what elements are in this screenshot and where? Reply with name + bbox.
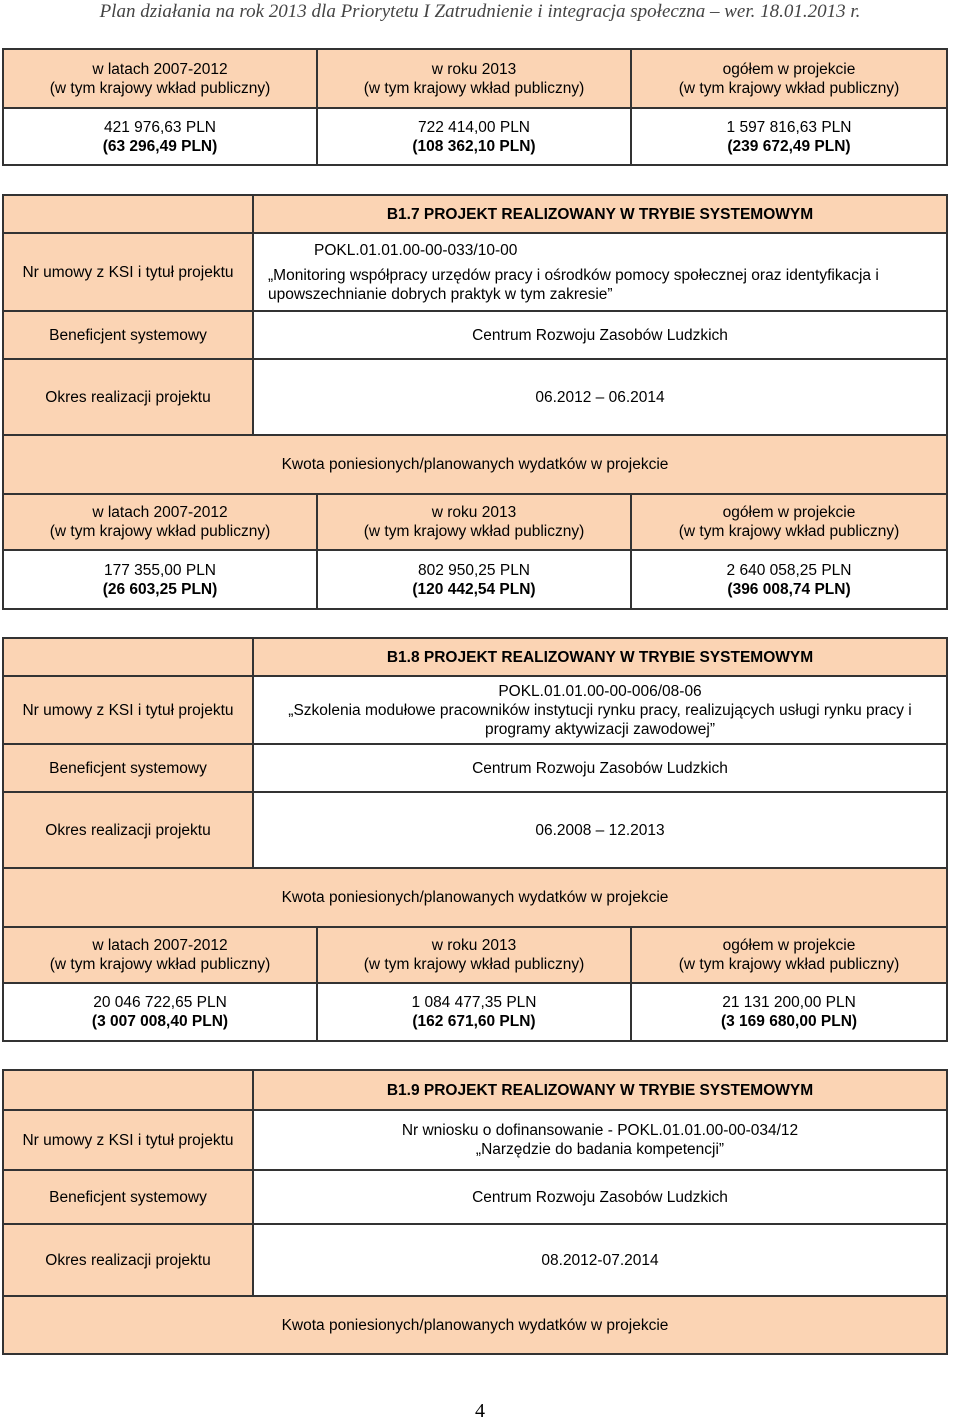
- project-heading: B1.8 PROJEKT REALIZOWANY W TRYBIE SYSTEMOWYM: [253, 638, 947, 676]
- beneficjent-label: Beneficjent systemowy: [3, 1170, 253, 1224]
- project-number-title: POKL.01.01.00-00-033/10-00 „Monitoring współpracy urzędów pracy i ośrodków pomocy społecznej oraz identyfikacja i upowszechnianie dobrych praktyk w tym zakresie”: [253, 233, 947, 311]
- okres-value: 08.2012-07.2014: [253, 1224, 947, 1296]
- nr-umowy-label: Nr umowy z KSI i tytuł projektu: [3, 1110, 253, 1170]
- project-heading: B1.7 PROJEKT REALIZOWANY W TRYBIE SYSTEMOWYM: [253, 195, 947, 233]
- header-total: ogółem w projekcie (w tym krajowy wkład publiczny): [631, 49, 947, 108]
- value-2007-2012: 421 976,63 PLN (63 296,49 PLN): [3, 108, 317, 165]
- okres-value: 06.2008 – 12.2013: [253, 792, 947, 868]
- okres-label: Okres realizacji projektu: [3, 359, 253, 435]
- okres-label: Okres realizacji projektu: [3, 1224, 253, 1296]
- top-expenses-table: [2, 48, 948, 166]
- project-b17-expenses-table: Kwota poniesionych/planowanych wydatków w projekcie w latach 2007-2012 (w tym krajowy wkład publiczny) w roku 2013 (w tym krajowy wkład publiczny) ogółem w projekcie (w tym krajowy wkład publiczny) 177 355,00 PLN (26 603,25 PLN) 802 950,25 PLN (120 442,54 PLN) 2 640 058,25 PLN (396 008,74 PLN): [2, 434, 948, 610]
- value-2013: 722 414,00 PLN (108 362,10 PLN): [317, 108, 631, 165]
- beneficjent-value: Centrum Rozwoju Zasobów Ludzkich: [253, 744, 947, 792]
- project-number-title: POKL.01.01.00-00-006/08-06 „Szkolenia modułowe pracowników instytucji rynku pracy, realizujących usługi rynku pracy i programy aktywizacji zawodowej”: [253, 676, 947, 744]
- beneficjent-label: Beneficjent systemowy: [3, 744, 253, 792]
- header-2007-2012: w latach 2007-2012 (w tym krajowy wkład publiczny): [3, 49, 317, 108]
- project-b17-info-table: [2, 194, 948, 436]
- project-b18-expenses-table: Kwota poniesionych/planowanych wydatków w projekcie w latach 2007-2012 (w tym krajowy wkład publiczny) w roku 2013 (w tym krajowy wkład publiczny) ogółem w projekcie (w tym krajowy wkład publiczny) 20 046 722,65 PLN (3 007 008,40 PLN) 1 084 477,35 PLN (162 671,60 PLN) 21 131 200,00 PLN (3 169 680,00 PLN): [2, 867, 948, 1042]
- beneficjent-label: Beneficjent systemowy: [3, 311, 253, 359]
- beneficjent-value: Centrum Rozwoju Zasobów Ludzkich: [253, 1170, 947, 1224]
- page-number: 4: [475, 1400, 485, 1422]
- document-header: Plan działania na rok 2013 dla Priorytetu I Zatrudnienie i integracja społeczna – wer. 18.01.2013 r.: [99, 1, 861, 22]
- nr-umowy-label: Nr umowy z KSI i tytuł projektu: [3, 233, 253, 311]
- project-b18-info-table: [2, 637, 948, 869]
- project-b19-info-table: [2, 1069, 948, 1297]
- nr-umowy-label: Nr umowy z KSI i tytuł projektu: [3, 676, 253, 744]
- okres-value: 06.2012 – 06.2014: [253, 359, 947, 435]
- okres-label: Okres realizacji projektu: [3, 792, 253, 868]
- kwota-header: Kwota poniesionych/planowanych wydatków w projekcie: [3, 1296, 947, 1354]
- kwota-header: Kwota poniesionych/planowanych wydatków w projekcie: [3, 868, 947, 927]
- project-heading: B1.9 PROJEKT REALIZOWANY W TRYBIE SYSTEMOWYM: [253, 1070, 947, 1110]
- project-number-title: Nr wniosku o dofinansowanie - POKL.01.01.00-00-034/12 „Narzędzie do badania kompetencji”: [253, 1110, 947, 1170]
- project-b19-expenses-table: [2, 1295, 948, 1355]
- kwota-header: Kwota poniesionych/planowanych wydatków w projekcie: [3, 435, 947, 494]
- value-total: 1 597 816,63 PLN (239 672,49 PLN): [631, 108, 947, 165]
- beneficjent-value: Centrum Rozwoju Zasobów Ludzkich: [253, 311, 947, 359]
- header-2013: w roku 2013 (w tym krajowy wkład publiczny): [317, 49, 631, 108]
